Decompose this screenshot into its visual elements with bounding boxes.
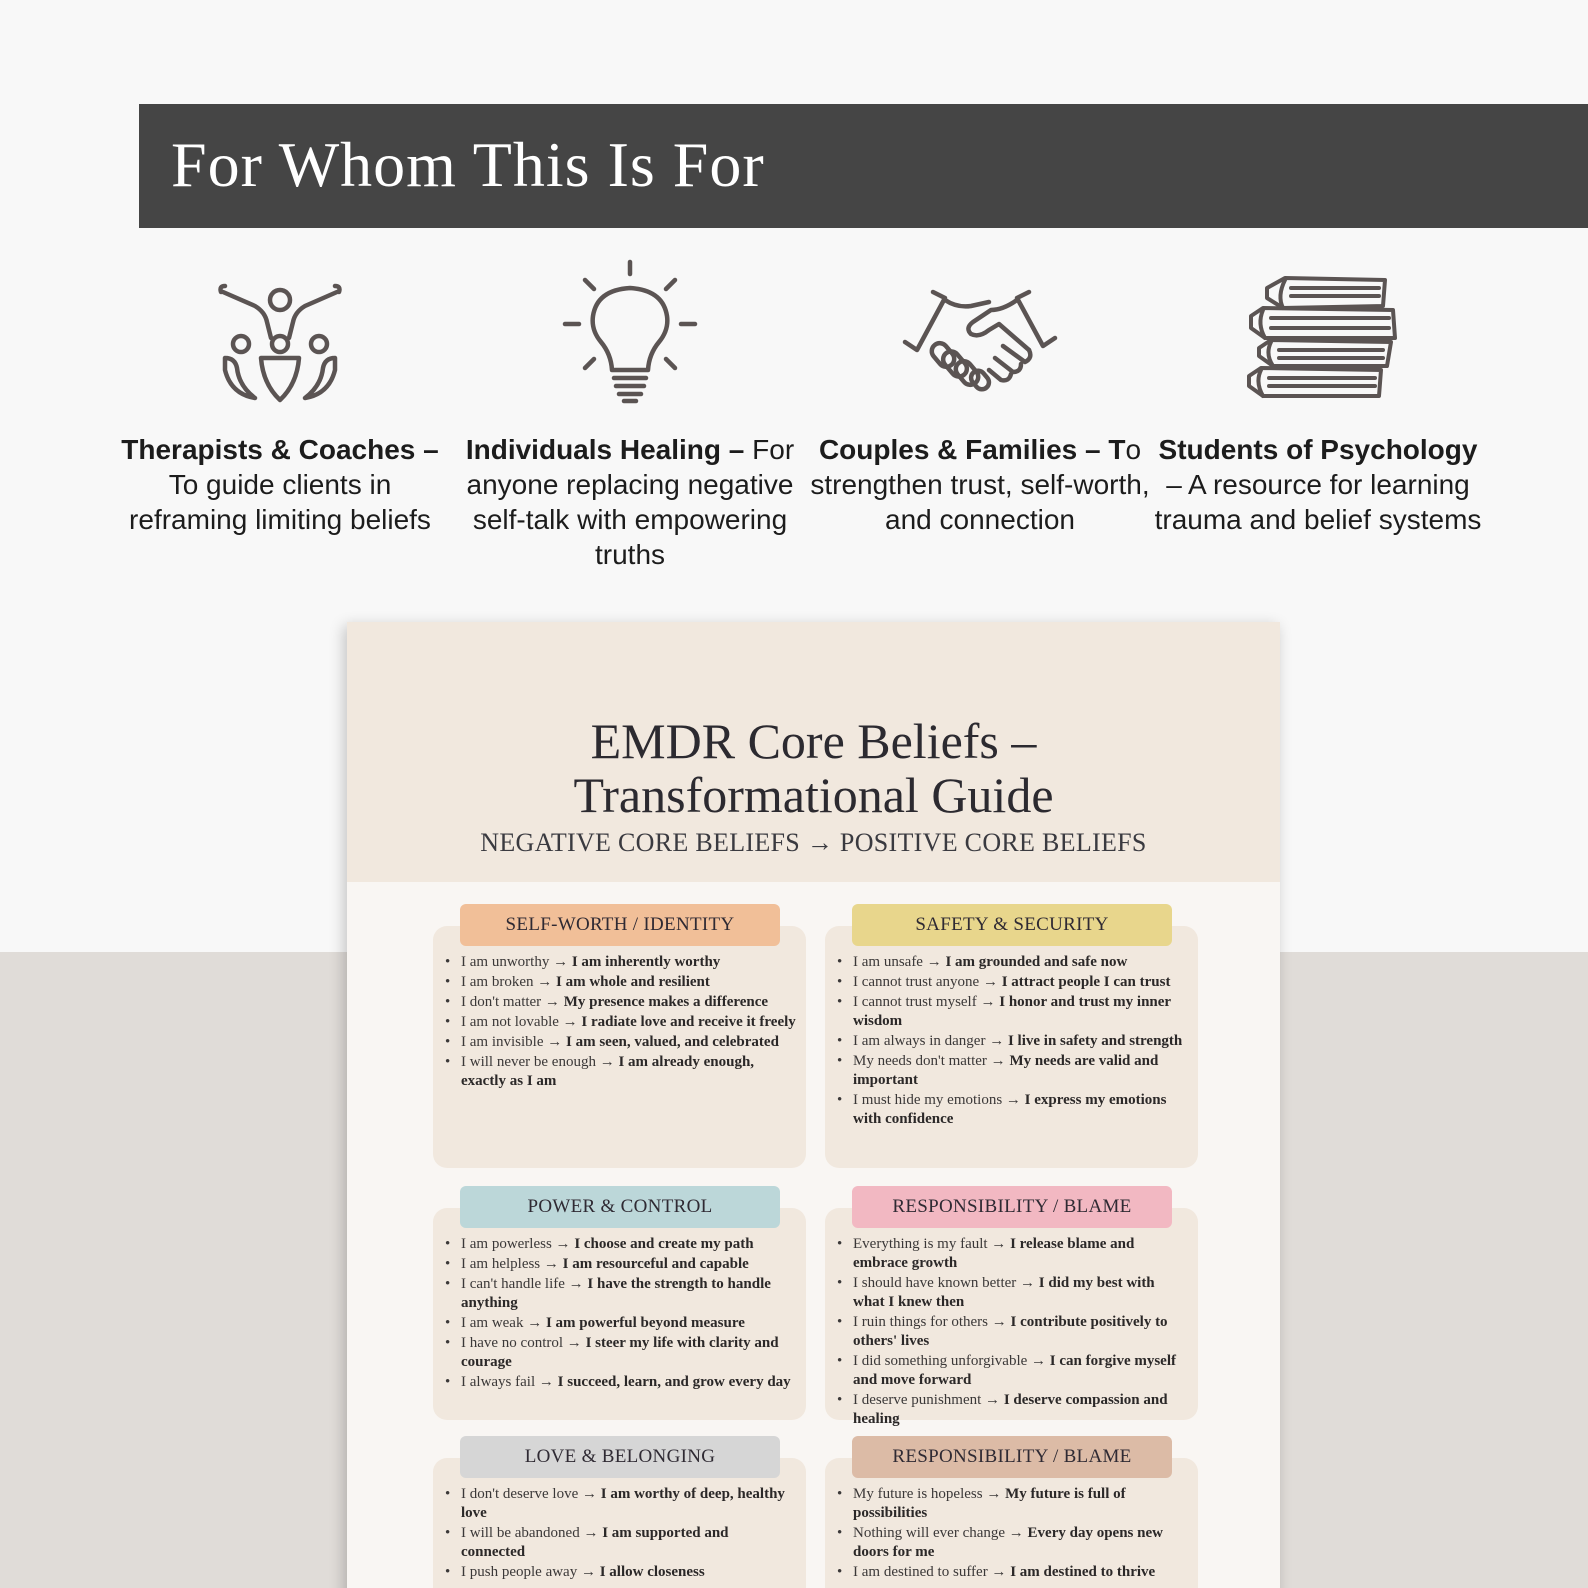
belief-item <box>445 1013 796 1032</box>
belief-list <box>825 926 1198 1129</box>
negative-belief: I have no control → <box>461 1335 586 1351</box>
positive-belief: I choose and create my path <box>574 1236 754 1252</box>
negative-belief: I will never be enough → <box>461 1054 619 1070</box>
guide-poster-preview <box>347 622 1280 1588</box>
negative-belief: I should have known better → <box>853 1275 1039 1291</box>
negative-belief: I must hide my emotions → <box>853 1092 1025 1108</box>
lightbulb-icon <box>545 258 715 408</box>
belief-item <box>445 1563 796 1582</box>
positive-belief: I am inherently worthy <box>571 954 721 970</box>
belief-list <box>433 1208 806 1392</box>
negative-belief: I did something unforgivable → <box>853 1353 1050 1369</box>
belief-item <box>445 1314 796 1333</box>
positive-belief: Every day opens new doors for me <box>853 1525 1163 1560</box>
belief-list <box>825 1208 1198 1429</box>
belief-section-card <box>433 1446 806 1588</box>
audience-description <box>110 432 450 537</box>
positive-belief: I attract people I can trust <box>1001 974 1171 990</box>
positive-belief: I release blame and embrace growth <box>853 1236 1135 1271</box>
negative-belief: I am unworthy → <box>461 954 572 970</box>
negative-belief: I can't handle life → <box>461 1276 588 1292</box>
audience-heading: Therapists & Coaches – <box>121 434 439 465</box>
belief-item <box>837 1352 1188 1390</box>
negative-belief: I am not lovable → <box>461 1014 582 1030</box>
book-stack-icon <box>1233 258 1403 408</box>
audience-heading: Individuals Healing – <box>465 434 745 465</box>
positive-belief: I am grounded and safe now <box>945 954 1128 970</box>
belief-item <box>445 1053 796 1091</box>
page-title: For Whom This Is For <box>171 129 765 200</box>
audience-students <box>1148 258 1488 537</box>
negative-belief: I am destined to suffer → <box>853 1564 1011 1580</box>
section-label: POWER & CONTROL <box>460 1186 780 1228</box>
belief-list <box>433 926 806 1091</box>
positive-belief: My needs are valid and important <box>853 1053 1159 1088</box>
positive-belief: I am worthy of deep, healthy love <box>461 1486 785 1521</box>
belief-item <box>837 1052 1188 1090</box>
positive-belief: I am whole and resilient <box>555 974 710 990</box>
belief-item <box>837 1524 1188 1562</box>
negative-belief: I am invisible → <box>461 1034 566 1050</box>
belief-item <box>445 1255 796 1274</box>
belief-item <box>445 1485 796 1523</box>
poster-title-line1: EMDR Core Beliefs – <box>590 713 1037 769</box>
belief-item <box>837 993 1188 1031</box>
positive-belief: I succeed, learn, and grow every day <box>557 1374 791 1390</box>
belief-item <box>445 1334 796 1372</box>
handshake-icon <box>895 258 1065 408</box>
negative-belief: I am powerless → <box>461 1236 575 1252</box>
belief-item <box>445 1033 796 1052</box>
audience-heading: Students of Psychology <box>1158 434 1478 465</box>
negative-belief: I am helpless → <box>461 1256 563 1272</box>
belief-item <box>445 1275 796 1313</box>
audience-therapists <box>110 258 450 537</box>
belief-section-card <box>433 1196 806 1420</box>
positive-belief: I express my emotions with confidence <box>853 1092 1167 1127</box>
negative-belief: Nothing will ever change → <box>853 1525 1028 1541</box>
section-label: RESPONSIBILITY / BLAME <box>852 1186 1172 1228</box>
positive-belief: I am destined to thrive <box>1010 1564 1156 1580</box>
belief-section-card <box>825 914 1198 1168</box>
audience-description <box>460 432 800 572</box>
negative-belief: I cannot trust myself → <box>853 994 1000 1010</box>
belief-item <box>837 1485 1188 1523</box>
poster-title-line2: Transformational Guide <box>573 767 1054 823</box>
audience-text: To guide clients in reframing limiting beliefs <box>129 469 431 535</box>
belief-item <box>837 973 1188 992</box>
poster-subtitle: NEGATIVE CORE BELIEFS → POSITIVE CORE BELIEFS <box>480 828 1147 857</box>
audience-text: – A resource for learning trauma and belief systems <box>1154 469 1482 535</box>
belief-section-card <box>825 1446 1198 1588</box>
negative-belief: I don't deserve love → <box>461 1486 601 1502</box>
negative-belief: I will be abandoned → <box>461 1525 603 1541</box>
positive-belief: I am supported and connected <box>461 1525 729 1560</box>
belief-item <box>445 973 796 992</box>
negative-belief: My needs don't matter → <box>853 1053 1010 1069</box>
belief-section-card <box>825 1196 1198 1427</box>
belief-item <box>445 1524 796 1562</box>
audience-individuals <box>460 258 800 572</box>
positive-belief: I am seen, valued, and celebrated <box>566 1034 779 1050</box>
positive-belief: My future is full of possibilities <box>853 1486 1126 1521</box>
belief-item <box>837 1091 1188 1129</box>
audience-description <box>1148 432 1488 537</box>
positive-belief: I contribute positively to others' lives <box>853 1314 1168 1349</box>
header-banner <box>139 104 1588 228</box>
section-label: SELF-WORTH / IDENTITY <box>460 904 780 946</box>
positive-belief: I am resourceful and capable <box>562 1256 749 1272</box>
audience-text: For anyone replacing negative self-talk with empowering truths <box>466 434 795 570</box>
audience-heading: Couples & Families – T <box>818 434 1126 465</box>
belief-item <box>837 1274 1188 1312</box>
belief-item <box>445 1373 796 1392</box>
positive-belief: I am already enough, exactly as I am <box>461 1054 755 1089</box>
belief-item <box>837 1032 1188 1051</box>
belief-item <box>445 1235 796 1254</box>
negative-belief: I push people away → <box>461 1564 600 1580</box>
positive-belief: I have the strength to handle anything <box>461 1276 771 1311</box>
positive-belief: I honor and trust my inner wisdom <box>853 994 1171 1029</box>
negative-belief: I always fail → <box>461 1374 558 1390</box>
belief-item <box>837 1391 1188 1429</box>
belief-item <box>445 953 796 972</box>
belief-item <box>837 953 1188 972</box>
group-uplift-icon <box>195 258 365 408</box>
poster-title <box>347 714 1280 822</box>
audience-couples <box>810 258 1150 537</box>
poster-header <box>347 622 1280 882</box>
negative-belief: My future is hopeless → <box>853 1486 1006 1502</box>
belief-section-card <box>433 914 806 1168</box>
negative-belief: I cannot trust anyone → <box>853 974 1002 990</box>
positive-belief: I radiate love and receive it freely <box>581 1014 796 1030</box>
section-label: SAFETY & SECURITY <box>852 904 1172 946</box>
negative-belief: I am unsafe → <box>853 954 946 970</box>
negative-belief: I ruin things for others → <box>853 1314 1011 1330</box>
negative-belief: Everything is my fault → <box>853 1236 1011 1252</box>
belief-item <box>837 1563 1188 1582</box>
negative-belief: I don't matter → <box>461 994 564 1010</box>
positive-belief: I can forgive myself and move forward <box>853 1353 1176 1388</box>
belief-item <box>837 1235 1188 1273</box>
positive-belief: I steer my life with clarity and courage <box>461 1335 779 1370</box>
audience-text: o strengthen trust, self-worth, and connection <box>810 434 1150 535</box>
negative-belief: I am broken → <box>461 974 556 990</box>
negative-belief: I deserve punishment → <box>853 1392 1004 1408</box>
negative-belief: I am weak → <box>461 1315 546 1331</box>
positive-belief: My presence makes a difference <box>563 994 769 1010</box>
positive-belief: I am powerful beyond measure <box>545 1315 745 1331</box>
positive-belief: I deserve compassion and healing <box>853 1392 1168 1427</box>
belief-item <box>445 993 796 1012</box>
positive-belief: I live in safety and strength <box>1007 1033 1183 1049</box>
section-label: RESPONSIBILITY / BLAME <box>852 1436 1172 1478</box>
belief-item <box>837 1313 1188 1351</box>
positive-belief: I allow closeness <box>599 1564 705 1580</box>
section-label: LOVE & BELONGING <box>460 1436 780 1478</box>
positive-belief: I did my best with what I knew then <box>853 1275 1155 1310</box>
audience-description <box>810 432 1150 537</box>
negative-belief: I am always in danger → <box>853 1033 1008 1049</box>
